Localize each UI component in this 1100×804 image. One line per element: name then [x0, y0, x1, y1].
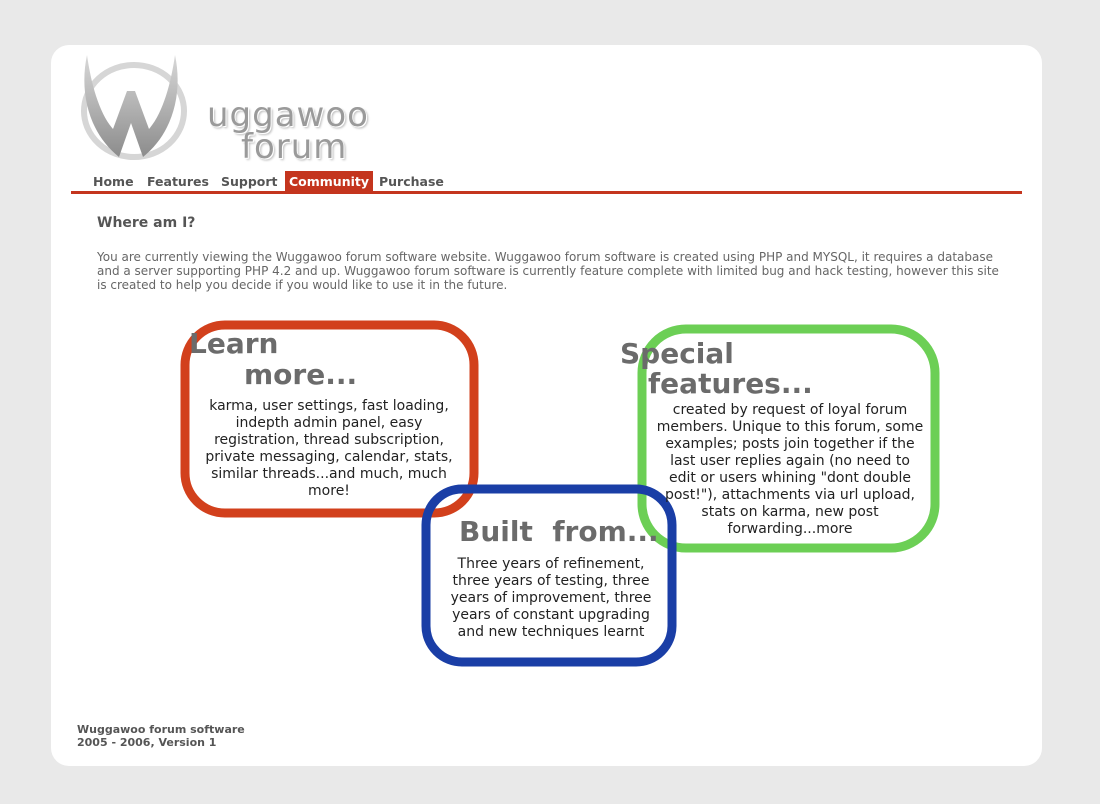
nav-support[interactable]: Support [221, 174, 278, 189]
nav-home[interactable]: Home [93, 174, 134, 189]
footer-line-1: Wuggawoo forum software [77, 723, 245, 736]
page-title: Where am I? [97, 215, 196, 231]
intro-paragraph: You are currently viewing the Wuggawoo forum software website. Wuggawoo forum software is created using PHP and MYSQL, it requires a database and a server supporting PHP 4.2 and up. Wuggawoo forum software is currently feature complete with limited bug and hack testing, however this site is created to help you decide if you would like to use it in the future. [97, 250, 999, 292]
logo-text-line1: uggawoo [207, 95, 369, 135]
nav-community[interactable]: Community [285, 171, 373, 191]
logo-text-line2: forum [241, 127, 348, 167]
footer-line-2: 2005 - 2006, Version 1 [77, 736, 217, 749]
built-from-heading: Built from... [459, 515, 659, 548]
page-card [51, 45, 1042, 766]
learn-more-heading-2: more... [244, 358, 358, 391]
learn-more-heading-1: Learn [189, 327, 279, 360]
nav-features[interactable]: Features [147, 174, 209, 189]
nav-purchase[interactable]: Purchase [379, 174, 444, 189]
special-features-heading-2: features... [648, 367, 813, 400]
learn-more-text: karma, user settings, fast loading, indepth admin panel, easy registration, thread subscription, private messaging, calendar, stats, similar threads...and much, much more! [205, 398, 453, 499]
footer [77, 723, 245, 749]
special-features-heading-1: Special [620, 337, 734, 370]
special-features-text: created by request of loyal forum members. Unique to this forum, some examples; posts join together if the last user replies again (no need to edit or users whining "dont double post!"), attachments via url upload, stats on karma, new post forwarding...more [656, 402, 924, 537]
built-from-text: Three years of refinement, three years of testing, three years of improvement, three years of constant upgrading and new techniques learnt [450, 556, 652, 640]
